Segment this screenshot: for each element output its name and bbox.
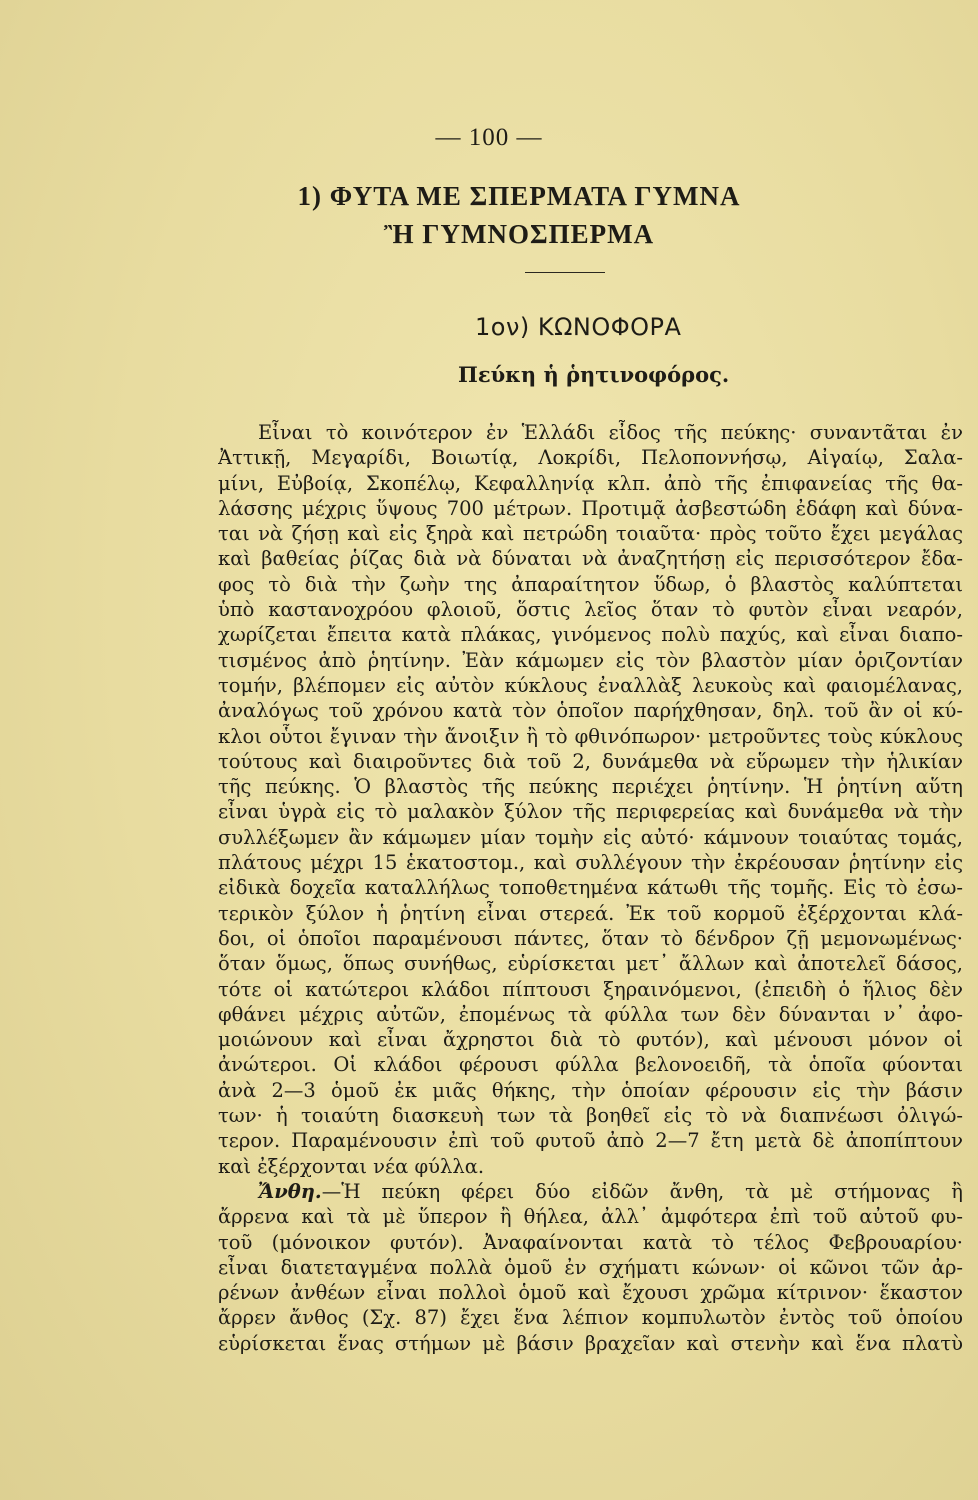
text-line: φθάνει μέχρις αὐτῶν, ἐπομένως τὰ φύλλα των δὲν δύνανται ν᾽ ἀφο- <box>218 1002 963 1026</box>
section-title: 1ον) ΚΩΝΟΦΟΡΑ <box>475 313 682 341</box>
text-line: τερικὸν ξύλον ἡ ῥητίνη εἶναι στερεά. Ἐκ τοῦ κορμοῦ ἐξέρχονται κλά- <box>218 901 963 925</box>
text-line: Εἶναι τὸ κοινότερον ἐν Ἑλλάδι εἶδος τῆς πεύκης· συναντᾶται ἐν <box>258 421 963 444</box>
text-line: τερον. Παραμένουσιν ἐπὶ τοῦ φυτοῦ ἀπὸ 2—7 ἔτη μετὰ δὲ ἀποπίπτουν <box>218 1129 963 1153</box>
text-line: ἄρρενα καὶ τὰ μὲ ὕπερον ἢ θήλεα, ἀλλ᾽ ἀμφότερα ἐπὶ τοῦ αὐτοῦ φυ- <box>218 1205 963 1229</box>
text-line: δοι, οἱ ὁποῖοι παραμένουσι πάντες, ὅταν τὸ δένδρον ζῇ μεμονωμένως· <box>218 926 963 950</box>
text-line: των· ἡ τοιαύτη διασκευὴ των τὰ βοηθεῖ εἰς τὸ νὰ διαπνέωσι ὀλιγώ- <box>218 1104 963 1128</box>
text-line: εἶναι διατεταγμένα πολλὰ ὁμοῦ ἐν σχήματι κώνων· οἱ κῶνοι τῶν ἀρ- <box>218 1255 963 1279</box>
text-line: τισμένος ἀπὸ ῥητίνην. Ἐὰν κάμωμεν εἰς τὸν βλαστὸν μίαν ὁριζοντίαν <box>218 648 963 672</box>
text-line: ἀνώτεροι. Οἱ κλάδοι φέρουσι φύλλα βελονοειδῆ, τὰ ὁποῖα φύονται <box>218 1053 963 1077</box>
text-line: ται νὰ ζήσῃ καὶ εἰς ξηρὰ καὶ πετρώδη τοιαῦτα· πρὸς τοῦτο ἔχει μεγάλας <box>218 522 963 546</box>
text-line: τούτους καὶ διαιροῦντες διὰ τοῦ 2, δυνάμεθα νὰ εὕρωμεν τὴν ἡλικίαν <box>218 749 963 773</box>
text-line <box>218 1179 963 1204</box>
text-line: τοῦ (μόνοικον φυτόν). Ἀναφαίνονται κατὰ τὸ τέλος Φεβρουαρίου· <box>218 1230 963 1254</box>
paragraph-lead: Ἄνθη. <box>258 1179 322 1203</box>
text-line: καὶ ἐξέρχονται νέα φύλλα. <box>218 1154 485 1178</box>
text-line: μοιώνουν καὶ εἶναι ἄχρηστοι διὰ τὸ φυτόν), καὶ μένουσι μόνον οἱ <box>218 1028 963 1052</box>
text-line: Ἀττικῇ, Μεγαρίδι, Βοιωτίᾳ, Λοκρίδι, Πελοποννήσῳ, Αἰγαίῳ, Σαλα- <box>218 446 963 470</box>
text-line: ἀναλόγως τοῦ χρόνου κατὰ τὸν ὁποῖον παρήχθησαν, δηλ. τοῦ ἂν οἱ κύ- <box>218 699 963 723</box>
text-line: χωρίζεται ἔπειτα κατὰ πλάκας, γινόμενος πολὺ παχύς, καὶ εἶναι διαπο- <box>218 623 963 647</box>
text-line: εὑρίσκεται ἕνας στήμων μὲ βάσιν βραχεῖαν καὶ στενὴν καὶ ἕνα πλατὺ <box>218 1331 963 1355</box>
text-line: ρένων ἀνθέων εἶναι πολλοὶ ὁμοῦ καὶ ἔχουσι χρῶμα κίτρινον· ἕκαστον <box>218 1281 963 1305</box>
paragraph-first-line: —Ἡ πεύκη φέρει δύο εἰδῶν ἄνθη, τὰ μὲ στήμονας ἢ <box>321 1179 963 1203</box>
chapter-title-line-2: Ἢ ΓΥΜΝΟΣΠΕΡΜΑ <box>383 219 655 249</box>
subsection-title: Πεύκη ἡ ῥητινοφόρος. <box>458 362 730 387</box>
text-line: μίνι, Εὐβοίᾳ, Σκοπέλῳ, Κεφαλληνίᾳ κλπ. ἀπὸ τῆς ἐπιφανείας τῆς θα- <box>218 471 963 495</box>
body-text <box>218 420 963 1356</box>
text-line: τότε οἱ κατώτεροι κλάδοι πίπτουσι ξηραινόμενοι, (ἐπειδὴ ὁ ἥλιος δὲν <box>218 977 963 1001</box>
title-divider <box>525 272 605 273</box>
page-number: — 100 — <box>435 124 543 151</box>
text-line: τῆς πεύκης. Ὁ βλαστὸς τῆς πεύκης περιέχει ῥητίνην. Ἡ ῥητίνη αὕτη <box>218 775 963 799</box>
text-line: συλλέξωμεν ἂν κάμωμεν μίαν τομὴν εἰς αὐτό· κάμνουν τοιαύτας τομάς, <box>218 825 963 849</box>
text-line: τομήν, βλέπομεν εἰς αὐτὸν κύκλους ἐναλλὰξ λευκοὺς καὶ φαιομέλανας, <box>218 673 963 697</box>
text-line: ἀνὰ 2—3 ὁμοῦ ἐκ μιᾶς θήκης, τὴν ὁποίαν φέρουσιν εἰς τὴν βάσιν <box>218 1078 963 1102</box>
text-line: ὅταν ὅμως, ὅπως συνήθως, εὑρίσκεται μετ᾽ ἄλλων καὶ ἀποτελεῖ δάσος, <box>218 952 963 976</box>
text-line: κλοι οὗτοι ἔγιναν τὴν ἄνοιξιν ἢ τὸ φθινόπωρον· μετροῦντες τοὺς κύκλους <box>218 724 963 748</box>
text-line: λάσσης μέχρις ὕψους 700 μέτρων. Προτιμᾷ ἀσβεστώδη ἐδάφη καὶ δύνα- <box>218 496 963 520</box>
text-line: ἄρρεν ἄνθος (Σχ. 87) ἔχει ἕνα λέπιον κομπυλωτὸν ἐντὸς τοῦ ὁποίου <box>218 1306 963 1330</box>
text-line: πλάτους μέχρι 15 ἑκατοστομ., καὶ συλλέγουν τὴν ἐκρέουσαν ῥητίνην εἰς <box>218 851 963 875</box>
text-line: εἶναι ὑγρὰ εἰς τὸ μαλακὸν ξύλον τῆς περιφερείας καὶ δυνάμεθα νὰ τὴν <box>218 800 963 824</box>
chapter-title-line-1: 1) ΦΥΤΑ ΜΕ ΣΠΕΡΜΑΤΑ ΓΥΜΝΑ <box>297 181 741 211</box>
text-line: καὶ βαθείας ῥίζας διὰ νὰ δύναται νὰ ἀναζητήσῃ εἰς περισσότερον ἔδα- <box>218 547 963 571</box>
text-line: φος τὸ διὰ τὴν ζωὴν της ἀπαραίτητον ὕδωρ, ὁ βλαστὸς καλύπτεται <box>218 572 963 596</box>
text-line: ὑπὸ καστανοχρόου φλοιοῦ, ὅστις λεῖος ὅταν τὸ φυτὸν εἶναι νεαρόν, <box>218 598 963 622</box>
text-line: εἰδικὰ δοχεῖα καταλλήλως τοποθετημένα κάτωθι τῆς τομῆς. Εἰς τὸ ἐσω- <box>218 876 963 900</box>
